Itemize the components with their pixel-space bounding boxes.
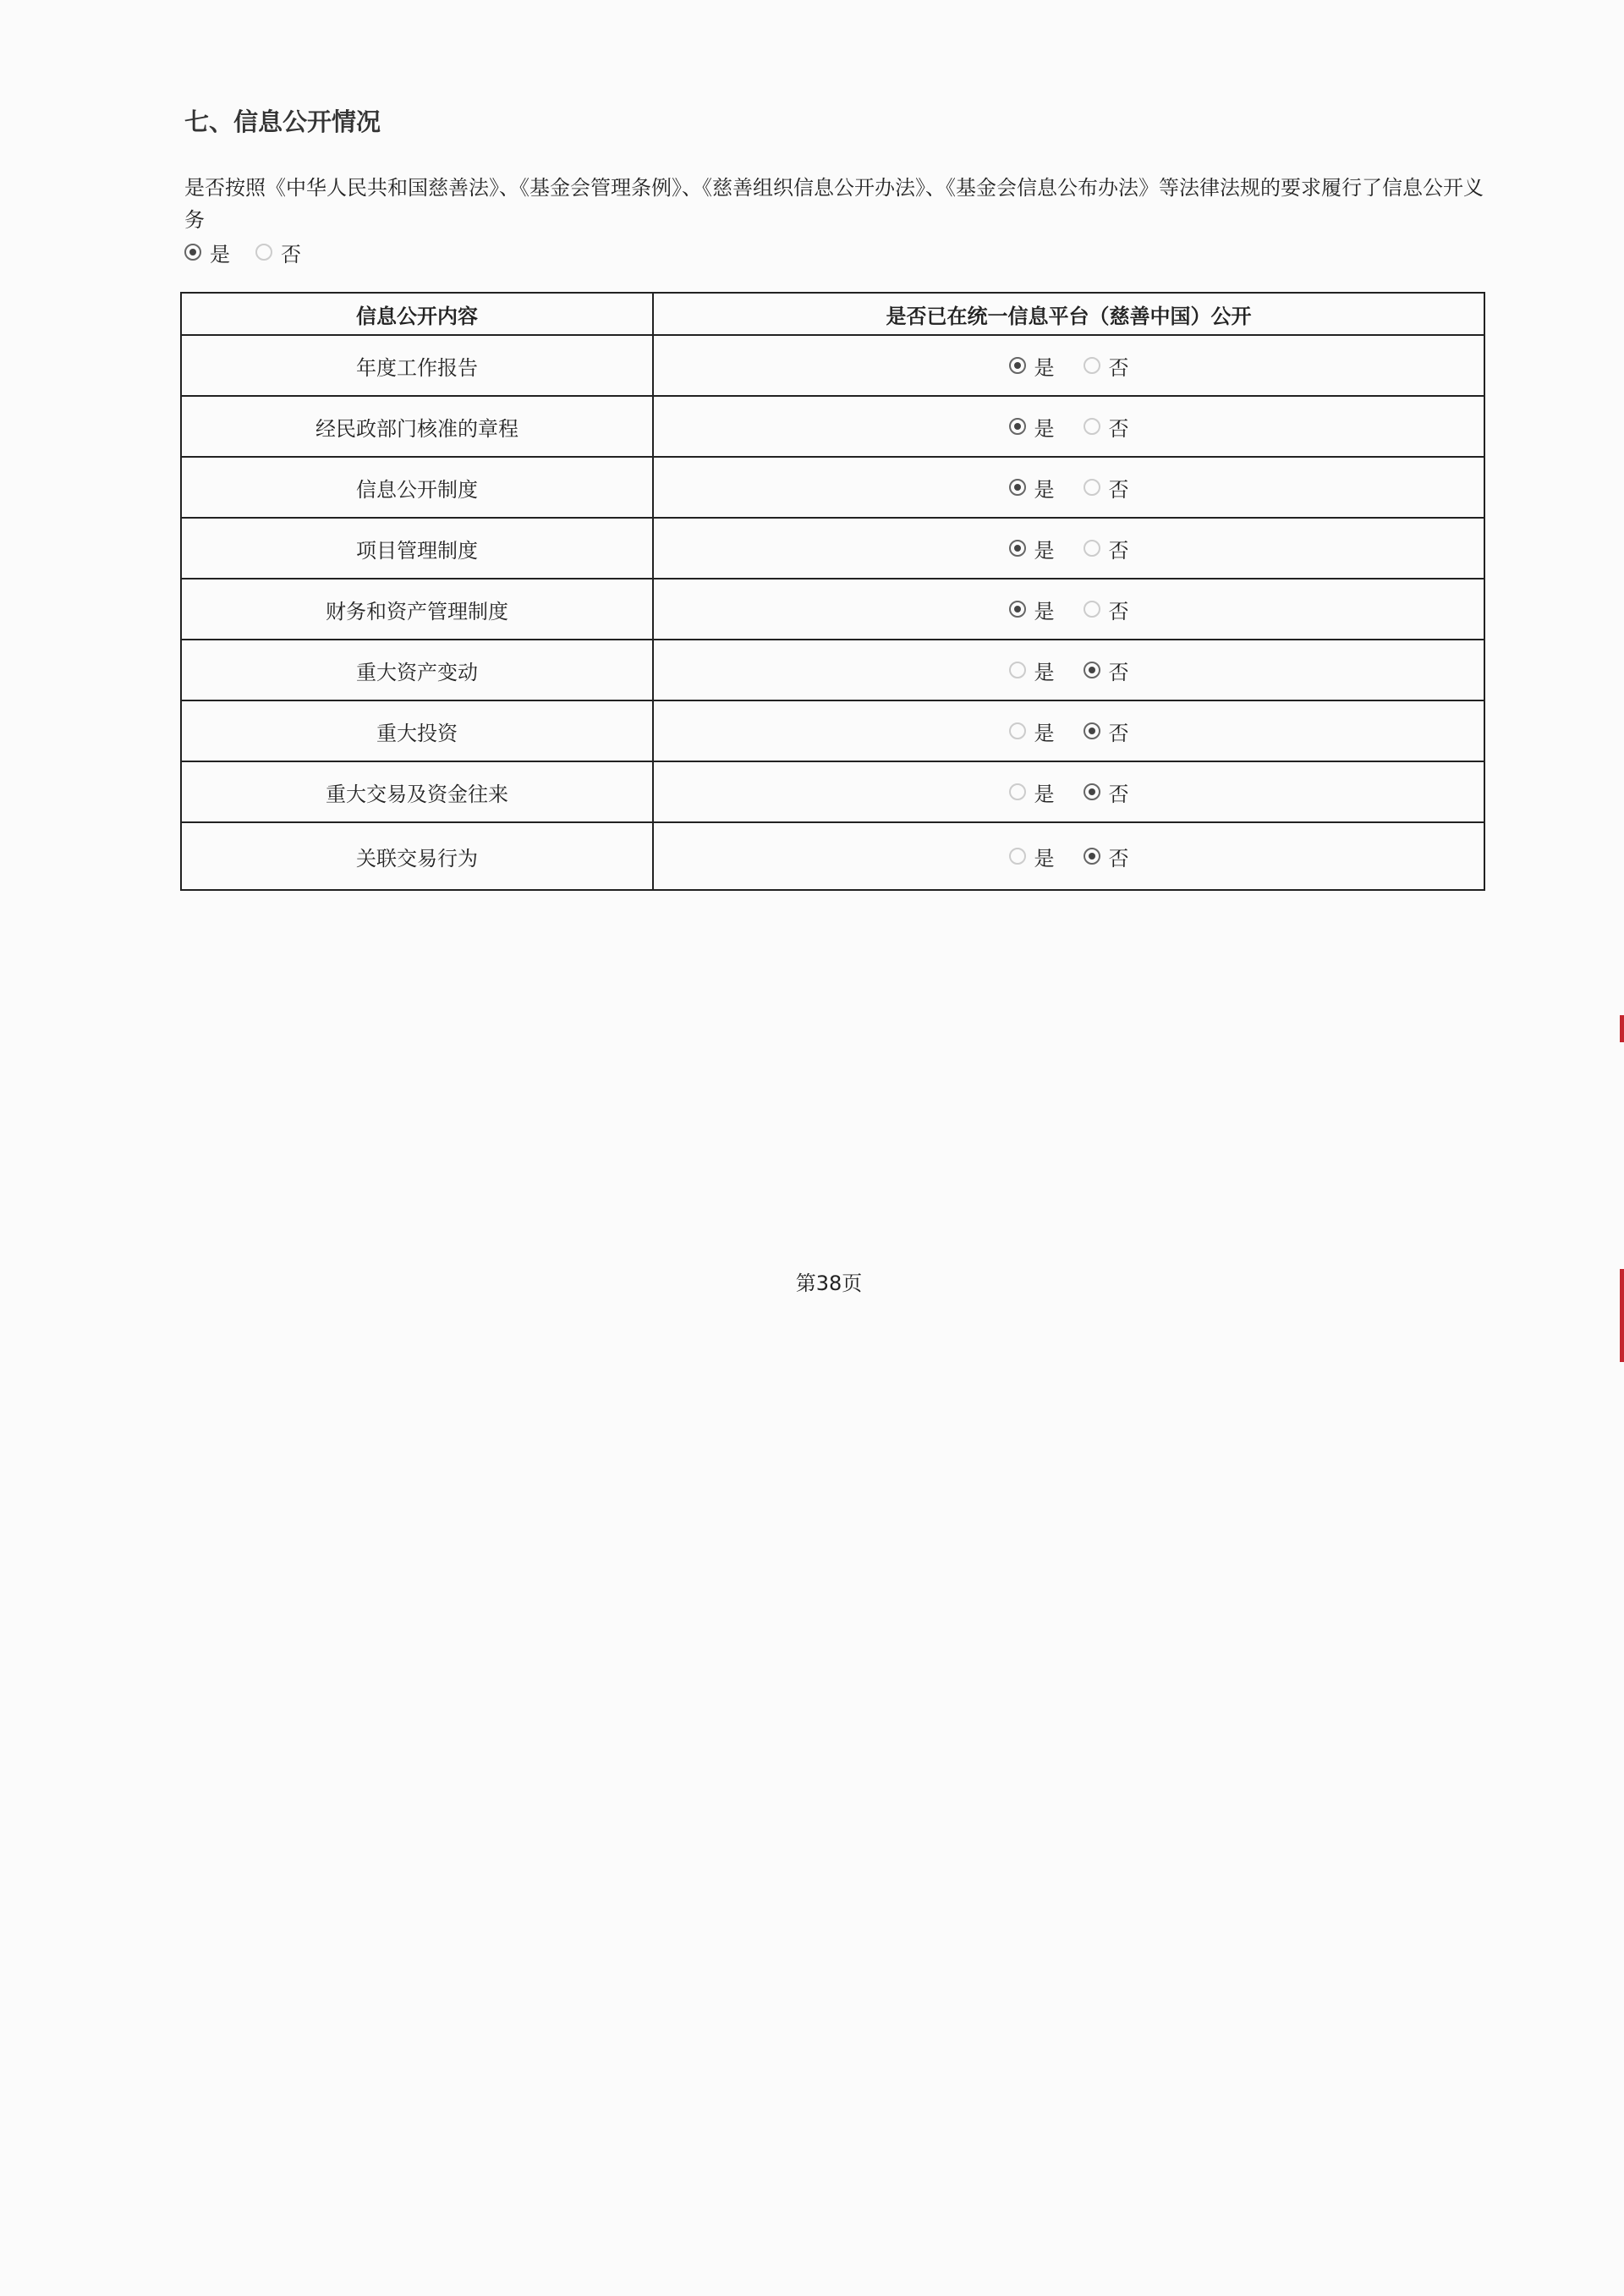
disclosure-question: 是否按照《中华人民共和国慈善法》、《基金会管理条例》、《慈善组织信息公开办法》、《基金会信息公布办法》等法律法规的要求履行了信息公开义务 bbox=[184, 176, 1484, 232]
row-item: 财务和资产管理制度 bbox=[326, 599, 508, 623]
disclosure-table bbox=[180, 292, 1485, 891]
yes-label: 是 bbox=[210, 242, 230, 266]
yes-radio[interactable] bbox=[1009, 418, 1026, 435]
table-row bbox=[182, 334, 1484, 395]
scan-edge-mark bbox=[1620, 1269, 1624, 1362]
yes-label: 是 bbox=[1034, 660, 1055, 684]
row-choice bbox=[654, 458, 1484, 517]
no-radio[interactable] bbox=[1084, 848, 1100, 865]
no-label: 否 bbox=[1108, 721, 1129, 745]
yes-radio[interactable] bbox=[1009, 540, 1026, 557]
yes-radio[interactable] bbox=[1009, 783, 1026, 800]
row-choice bbox=[654, 519, 1484, 578]
table-row bbox=[182, 639, 1484, 700]
row-item: 项目管理制度 bbox=[356, 538, 478, 563]
table-row bbox=[182, 517, 1484, 578]
no-radio[interactable] bbox=[1084, 783, 1100, 800]
yes-label: 是 bbox=[1034, 416, 1055, 441]
row-item: 信息公开制度 bbox=[356, 477, 478, 502]
no-radio[interactable] bbox=[1084, 418, 1100, 435]
no-radio[interactable] bbox=[1084, 540, 1100, 557]
no-label: 否 bbox=[1108, 355, 1129, 380]
no-label: 否 bbox=[1108, 416, 1129, 441]
no-label: 否 bbox=[1108, 660, 1129, 684]
row-choice bbox=[654, 640, 1484, 700]
row-item: 关联交易行为 bbox=[356, 846, 478, 871]
no-label: 否 bbox=[1108, 538, 1129, 563]
table-row bbox=[182, 821, 1484, 889]
no-radio[interactable] bbox=[1084, 601, 1100, 618]
yes-radio[interactable] bbox=[184, 244, 201, 261]
row-choice bbox=[654, 823, 1484, 889]
section-title: 七、信息公开情况 bbox=[184, 107, 381, 136]
row-item: 重大资产变动 bbox=[356, 660, 478, 684]
header-platform: 是否已在统一信息平台（慈善中国）公开 bbox=[886, 304, 1252, 328]
yes-label: 是 bbox=[1034, 355, 1055, 380]
row-item: 重大交易及资金往来 bbox=[326, 782, 508, 806]
table-row bbox=[182, 578, 1484, 639]
yes-label: 是 bbox=[1034, 599, 1055, 623]
yes-label: 是 bbox=[1034, 477, 1055, 502]
table-row bbox=[182, 700, 1484, 761]
disclosure-answer-group bbox=[184, 237, 326, 267]
table-row bbox=[182, 395, 1484, 456]
no-label: 否 bbox=[281, 242, 301, 266]
no-label: 否 bbox=[1108, 846, 1129, 871]
no-radio[interactable] bbox=[1084, 662, 1100, 678]
row-item: 重大投资 bbox=[376, 721, 458, 745]
no-radio[interactable] bbox=[255, 244, 272, 261]
yes-radio[interactable] bbox=[1009, 848, 1026, 865]
no-radio[interactable] bbox=[1084, 357, 1100, 374]
yes-radio[interactable] bbox=[1009, 662, 1026, 678]
yes-radio[interactable] bbox=[1009, 601, 1026, 618]
yes-radio[interactable] bbox=[1009, 722, 1026, 739]
yes-label: 是 bbox=[1034, 782, 1055, 806]
no-label: 否 bbox=[1108, 477, 1129, 502]
row-choice bbox=[654, 397, 1484, 456]
table-row bbox=[182, 761, 1484, 821]
row-item: 经民政部门核准的章程 bbox=[315, 416, 518, 441]
yes-label: 是 bbox=[1034, 846, 1055, 871]
yes-label: 是 bbox=[1034, 538, 1055, 563]
yes-label: 是 bbox=[1034, 721, 1055, 745]
no-radio[interactable] bbox=[1084, 479, 1100, 496]
row-choice bbox=[654, 701, 1484, 761]
page-number: 第38页 bbox=[795, 1272, 863, 1295]
row-item: 年度工作报告 bbox=[356, 355, 478, 380]
table-header-row bbox=[182, 294, 1484, 334]
no-label: 否 bbox=[1108, 599, 1129, 623]
row-choice bbox=[654, 762, 1484, 821]
no-radio[interactable] bbox=[1084, 722, 1100, 739]
header-content: 信息公开内容 bbox=[356, 304, 478, 328]
yes-radio[interactable] bbox=[1009, 479, 1026, 496]
row-choice bbox=[654, 579, 1484, 639]
scan-edge-mark bbox=[1620, 1015, 1624, 1042]
no-label: 否 bbox=[1108, 782, 1129, 806]
row-choice bbox=[654, 336, 1484, 395]
yes-radio[interactable] bbox=[1009, 357, 1026, 374]
table-row bbox=[182, 456, 1484, 517]
